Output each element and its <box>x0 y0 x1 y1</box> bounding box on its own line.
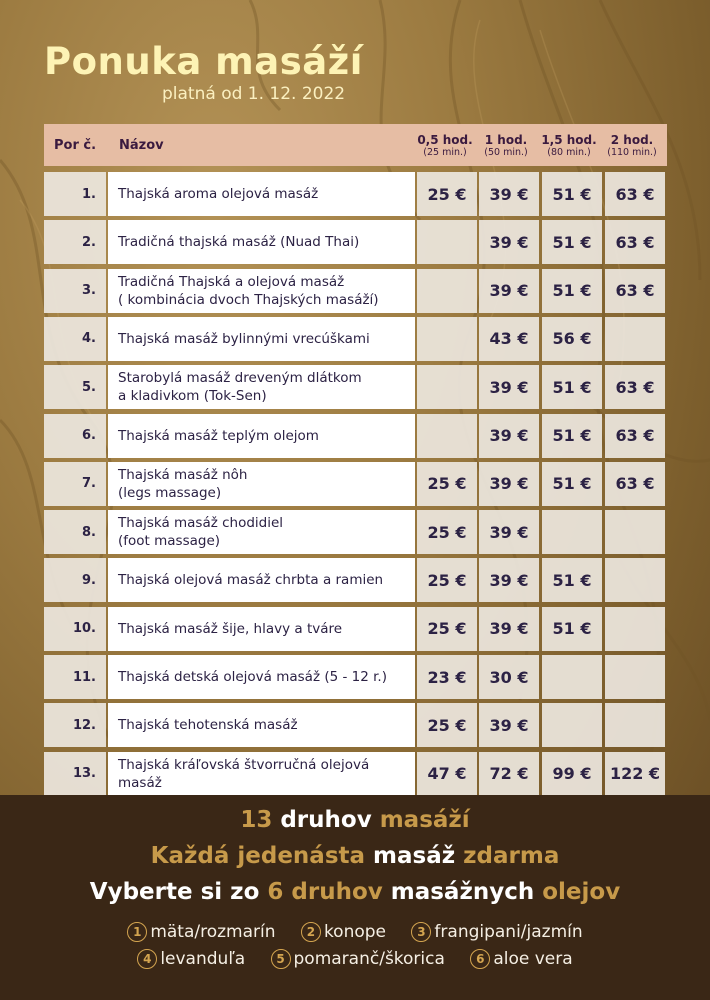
duration-label: 2 hod. <box>610 132 654 147</box>
price-cell: 63 € <box>605 269 665 313</box>
massage-name-line: Thajská olejová masáž chrbta a ramien <box>118 572 384 589</box>
price-cell <box>605 558 665 602</box>
table-row <box>44 752 667 796</box>
column-header-duration <box>417 124 473 166</box>
table-row <box>44 703 667 747</box>
massage-name-line: a kladivkom (Tok-Sen) <box>118 388 267 405</box>
price-cell: 51 € <box>542 172 602 216</box>
oil-name: aloe vera <box>493 949 573 969</box>
table-row <box>44 220 667 264</box>
price-table <box>44 124 667 791</box>
row-number: 7. <box>44 462 106 506</box>
price-cell: 51 € <box>542 462 602 506</box>
massage-name <box>108 558 415 602</box>
footer-oils-word: olejov <box>542 879 621 905</box>
number-circle-icon: 2 <box>301 922 321 942</box>
price-cell: 51 € <box>542 365 602 409</box>
price-cell: 51 € <box>542 269 602 313</box>
oil-item <box>411 922 582 942</box>
footer-free-word: zdarma <box>463 843 560 869</box>
massage-name-line: Thajská masáž teplým olejom <box>118 427 319 444</box>
page-subtitle: platná od 1. 12. 2022 <box>162 84 346 104</box>
price-cell: 43 € <box>479 317 539 361</box>
duration-label: 0,5 hod. <box>417 132 473 147</box>
price-cell: 25 € <box>417 462 477 506</box>
page-title: Ponuka masáží <box>44 40 363 83</box>
price-cell <box>417 220 477 264</box>
row-number: 13. <box>44 752 106 796</box>
footer-oils-choose: Vyberte si zo <box>89 879 268 905</box>
price-cell: 39 € <box>479 607 539 651</box>
price-cell <box>417 414 477 458</box>
price-cell: 63 € <box>605 172 665 216</box>
oil-name: pomaranč/škorica <box>293 949 445 969</box>
column-header-duration <box>541 124 597 166</box>
price-cell <box>542 703 602 747</box>
oil-item <box>301 922 386 942</box>
column-header-duration <box>478 124 534 166</box>
duration-minutes: (25 min.) <box>423 146 467 158</box>
price-cell: 39 € <box>479 269 539 313</box>
massage-name-line: (legs massage) <box>118 484 222 501</box>
price-cell: 63 € <box>605 220 665 264</box>
footer-count-word: druhov <box>272 807 380 833</box>
massage-name-line: (foot massage) <box>118 533 221 550</box>
table-row <box>44 172 667 216</box>
massage-name-line: Thajská kráľovská štvorručná olejová masáž <box>118 756 370 791</box>
massage-name <box>108 269 415 313</box>
row-number: 12. <box>44 703 106 747</box>
price-cell: 63 € <box>605 462 665 506</box>
massage-name <box>108 462 415 506</box>
row-number: 8. <box>44 510 106 554</box>
price-cell: 51 € <box>542 558 602 602</box>
price-cell <box>605 607 665 651</box>
price-cell <box>605 317 665 361</box>
massage-name <box>108 220 415 264</box>
price-cell: 39 € <box>479 462 539 506</box>
price-cell: 63 € <box>605 414 665 458</box>
duration-minutes: (110 min.) <box>607 146 657 158</box>
duration-label: 1,5 hod. <box>541 132 597 147</box>
massage-name-line: Thajská masáž bylinnými vrecúškami <box>118 330 370 347</box>
massage-name-line: Starobylá masáž dreveným dlátkom <box>118 370 362 387</box>
row-number: 10. <box>44 607 106 651</box>
massage-name-line: Thajská masáž chodidiel <box>118 515 284 532</box>
table-row <box>44 510 667 554</box>
footer-line-free <box>0 843 710 869</box>
price-cell <box>605 510 665 554</box>
row-number: 11. <box>44 655 106 699</box>
table-row <box>44 607 667 651</box>
oil-name: konope <box>323 922 387 942</box>
price-cell: 25 € <box>417 510 477 554</box>
table-row <box>44 414 667 458</box>
massage-name <box>108 703 415 747</box>
massage-name-line: Thajská masáž nôh <box>118 466 248 483</box>
price-cell: 39 € <box>479 510 539 554</box>
price-cell: 51 € <box>542 607 602 651</box>
column-header-duration <box>604 124 660 166</box>
massage-name-line: ( kombinácia dvoch Thajských masáží) <box>118 291 379 308</box>
number-circle-icon: 6 <box>470 949 490 969</box>
column-header-name: Názov <box>119 137 164 153</box>
oil-name: frangipani/jazmín <box>434 922 583 942</box>
oil-name: levanduľa <box>160 949 246 969</box>
table-row <box>44 655 667 699</box>
massage-name-line: Thajská tehotenská masáž <box>118 717 298 734</box>
number-circle-icon: 4 <box>137 949 157 969</box>
massage-name <box>108 365 415 409</box>
row-number: 5. <box>44 365 106 409</box>
price-cell: 72 € <box>479 752 539 796</box>
row-number: 1. <box>44 172 106 216</box>
massage-name-line: Thajská masáž šije, hlavy a tváre <box>118 620 343 637</box>
duration-label: 1 hod. <box>484 132 528 147</box>
footer-oils-count: 6 druhov <box>267 879 383 905</box>
price-cell <box>605 655 665 699</box>
price-cell: 51 € <box>542 414 602 458</box>
oil-list-row-1 <box>0 922 710 942</box>
massage-name <box>108 607 415 651</box>
footer-free-every: Každá jedenásta <box>150 843 366 869</box>
duration-minutes: (80 min.) <box>547 146 591 158</box>
row-number: 2. <box>44 220 106 264</box>
row-number: 3. <box>44 269 106 313</box>
price-cell: 25 € <box>417 607 477 651</box>
table-row <box>44 462 667 506</box>
price-cell: 39 € <box>479 703 539 747</box>
massage-name <box>108 172 415 216</box>
price-cell <box>417 365 477 409</box>
footer-free-massage: masáž <box>365 843 464 869</box>
price-cell: 25 € <box>417 703 477 747</box>
massage-name <box>108 655 415 699</box>
oil-item <box>127 922 275 942</box>
number-circle-icon: 3 <box>411 922 431 942</box>
footer-line-oils <box>0 879 710 905</box>
price-cell: 56 € <box>542 317 602 361</box>
price-cell: 39 € <box>479 558 539 602</box>
price-cell: 39 € <box>479 220 539 264</box>
massage-name-line: Thajská aroma olejová masáž <box>118 186 319 202</box>
price-cell <box>417 269 477 313</box>
duration-minutes: (50 min.) <box>484 146 528 158</box>
price-cell: 23 € <box>417 655 477 699</box>
row-number: 9. <box>44 558 106 602</box>
price-cell: 99 € <box>542 752 602 796</box>
price-cell: 47 € <box>417 752 477 796</box>
table-row <box>44 317 667 361</box>
oil-item <box>137 949 245 969</box>
massage-name-line: Tradičná thajská masáž (Nuad Thai) <box>118 234 360 251</box>
table-row <box>44 365 667 409</box>
table-row <box>44 269 667 313</box>
massage-name-line: Tradičná Thajská a olejová masáž <box>118 273 345 290</box>
column-header-number: Por č. <box>54 137 97 153</box>
price-cell: 25 € <box>417 172 477 216</box>
massage-name <box>108 752 415 796</box>
table-row <box>44 558 667 602</box>
footer-oils-massage: masážnych <box>382 879 543 905</box>
price-cell: 63 € <box>605 365 665 409</box>
price-cell <box>542 510 602 554</box>
number-circle-icon: 5 <box>271 949 291 969</box>
table-header <box>44 124 667 166</box>
massage-name-line: Thajská detská olejová masáž (5 - 12 r.) <box>118 669 387 685</box>
number-circle-icon: 1 <box>127 922 147 942</box>
oil-list-row-2 <box>0 949 710 969</box>
oil-item <box>271 949 445 969</box>
price-cell <box>605 703 665 747</box>
row-number: 6. <box>44 414 106 458</box>
price-cell: 39 € <box>479 365 539 409</box>
massage-name <box>108 317 415 361</box>
massage-name <box>108 414 415 458</box>
price-cell <box>417 317 477 361</box>
footer-count-massages: masáží <box>379 807 470 833</box>
footer-count-number: 13 <box>240 807 273 833</box>
price-cell: 122 € <box>605 752 665 796</box>
price-cell <box>542 655 602 699</box>
oil-name: mäta/rozmarín <box>150 922 276 942</box>
price-cell: 25 € <box>417 558 477 602</box>
price-cell: 39 € <box>479 172 539 216</box>
footer-panel <box>0 795 710 1000</box>
footer-line-count <box>0 807 710 833</box>
price-cell: 30 € <box>479 655 539 699</box>
massage-name <box>108 510 415 554</box>
oil-item <box>470 949 572 969</box>
price-cell: 39 € <box>479 414 539 458</box>
row-number: 4. <box>44 317 106 361</box>
price-cell: 51 € <box>542 220 602 264</box>
